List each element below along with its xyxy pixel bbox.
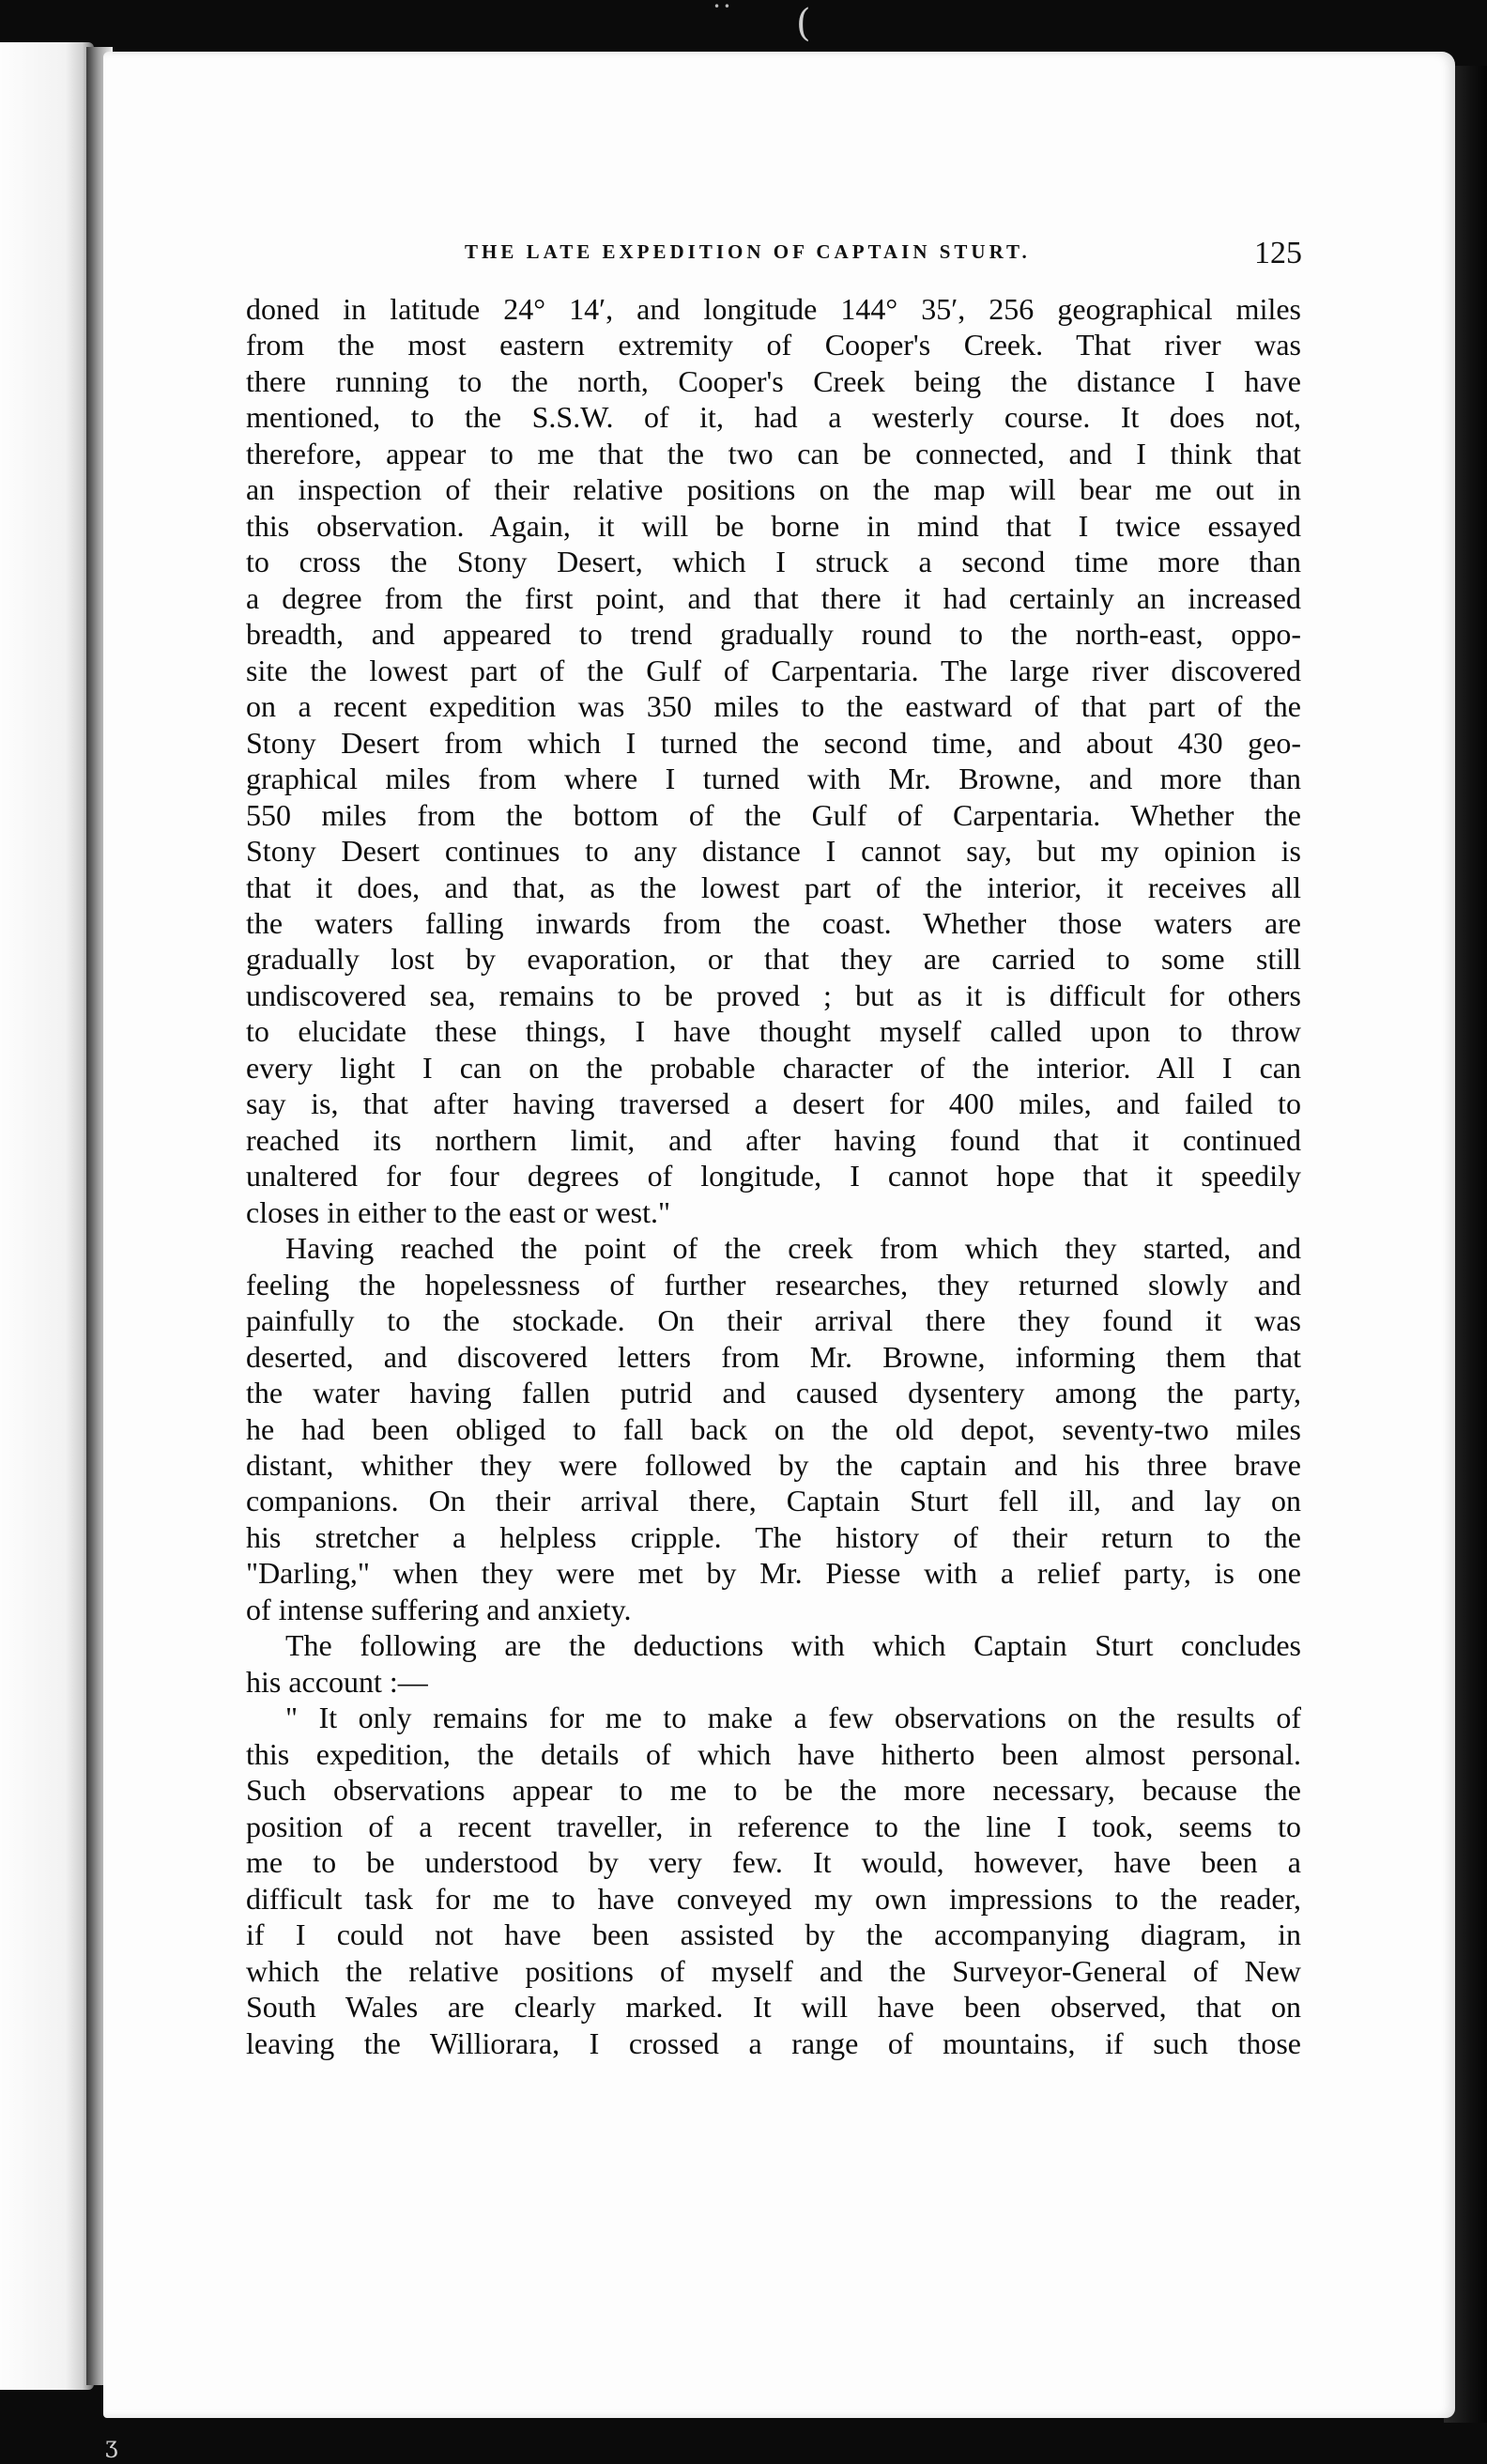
text-line: "Darling," when they were met by Mr. Piesse with a relief party, is one (246, 1556, 1301, 1591)
text-line: this observation. Again, it will be borne in mind that I twice essayed (246, 508, 1301, 543)
text-line: unaltered for four degrees of longitude, I cannot hope that it speedily (246, 1159, 1301, 1194)
text-line: the waters falling inwards from the coast. Whether those waters are (246, 905, 1301, 940)
text-line: say is, that after having traversed a desert for 400 miles, and failed to (246, 1086, 1301, 1121)
text-line: his stretcher a helpless cripple. The history of their return to the (246, 1519, 1301, 1554)
scan-artifact: ( (796, 2, 811, 45)
text-line: distant, whither they were followed by the captain and his three brave (246, 1448, 1301, 1482)
text-line: there running to the north, Cooper's Creek being the distance I have (246, 363, 1301, 398)
text-line: feeling the hopelessness of further researches, they returned slowly and (246, 1267, 1301, 1301)
text-line: undiscovered sea, remains to be proved ; but as it is difficult for others (246, 978, 1301, 1012)
text-line: site the lowest part of the Gulf of Carpentaria. The large river discovered (246, 653, 1301, 687)
text-line: difficult task for me to have conveyed my own impressions to the reader, (246, 1881, 1301, 1916)
text-line: therefore, appear to me that the two can be connected, and I think that (246, 436, 1301, 470)
text-line: Having reached the point of the creek from which they started, and (285, 1231, 1301, 1266)
text-line: mentioned, to the S.S.W. of it, had a westerly course. It does not, (246, 400, 1301, 435)
text-line: graphical miles from where I turned with Mr. Browne, and more than (246, 762, 1301, 796)
text-line: his account :— (246, 1664, 428, 1699)
text-line: closes in either to the east or west." (246, 1194, 671, 1229)
text-line: every light I can on the probable character of the interior. All I can (246, 1050, 1301, 1085)
text-line: of intense suffering and anxiety. (246, 1592, 632, 1626)
text-line: companions. On their arrival there, Captain Sturt fell ill, and lay on (246, 1484, 1301, 1518)
text-line: to cross the Stony Desert, which I struck a second time more than (246, 545, 1301, 579)
text-line: a degree from the first point, and that there it had certainly an increased (246, 580, 1301, 615)
previous-leaf-edge (0, 42, 94, 2390)
text-line: The following are the deductions with which Captain Sturt concludes (285, 1628, 1301, 1663)
body-text (246, 291, 1301, 2357)
text-line: from the most eastern extremity of Cooper's Creek. That river was (246, 328, 1301, 362)
text-line: he had been obliged to fall back on the old depot, seventy-two miles (246, 1411, 1301, 1446)
text-line: if I could not have been assisted by the accompanying diagram, in (246, 1917, 1301, 1952)
text-line: on a recent expedition was 350 miles to the eastward of that part of the (246, 689, 1301, 724)
text-line: an inspection of their relative positions on the map will bear me out in (246, 472, 1301, 507)
running-header: THE LATE EXPEDITION OF CAPTAIN STURT. (465, 240, 1031, 263)
text-line: reached its northern limit, and after having found that it continued (246, 1122, 1301, 1157)
text-line: this expedition, the details of which have hitherto been almost personal. (246, 1736, 1301, 1771)
scan-artifact: • • (713, 0, 730, 13)
text-line: to elucidate these things, I have thought myself called upon to throw (246, 1014, 1301, 1049)
text-line: the water having fallen putrid and caused dysentery among the party, (246, 1376, 1301, 1410)
page-number: 125 (1254, 236, 1302, 270)
text-line: Stony Desert continues to any distance I cannot say, but my opinion is (246, 834, 1301, 869)
text-line: that it does, and that, as the lowest part of the interior, it receives all (246, 870, 1301, 904)
text-line: Stony Desert from which I turned the second time, and about 430 geo- (246, 725, 1301, 760)
text-line: breadth, and appeared to trend gradually round to the north-east, oppo- (246, 617, 1301, 652)
text-line: gradually lost by evaporation, or that they are carried to some still (246, 942, 1301, 977)
scan-artifact: ʒ (105, 2432, 118, 2458)
text-line: position of a recent traveller, in reference to the line I took, seems to (246, 1809, 1301, 1843)
text-line: South Wales are clearly marked. It will have been observed, that on (246, 1990, 1301, 2025)
text-line: me to be understood by very few. It would, however, have been a (246, 1845, 1301, 1880)
text-line: painfully to the stockade. On their arrival there they found it was (246, 1303, 1301, 1338)
text-line: " It only remains for me to make a few observations on the results of (285, 1701, 1301, 1735)
text-line: doned in latitude 24° 14′, and longitude 144° 35′, 256 geographical miles (246, 292, 1301, 326)
text-line: leaving the Williorara, I crossed a range of mountains, if such those (246, 2025, 1301, 2060)
text-line: which the relative positions of myself and the Surveyor-General of New (246, 1953, 1301, 1988)
text-line: Such observations appear to me to be the more necessary, because the (246, 1773, 1301, 1808)
text-line: deserted, and discovered letters from Mr. Browne, informing them that (246, 1339, 1301, 1374)
text-line: 550 miles from the bottom of the Gulf of Carpentaria. Whether the (246, 797, 1301, 832)
